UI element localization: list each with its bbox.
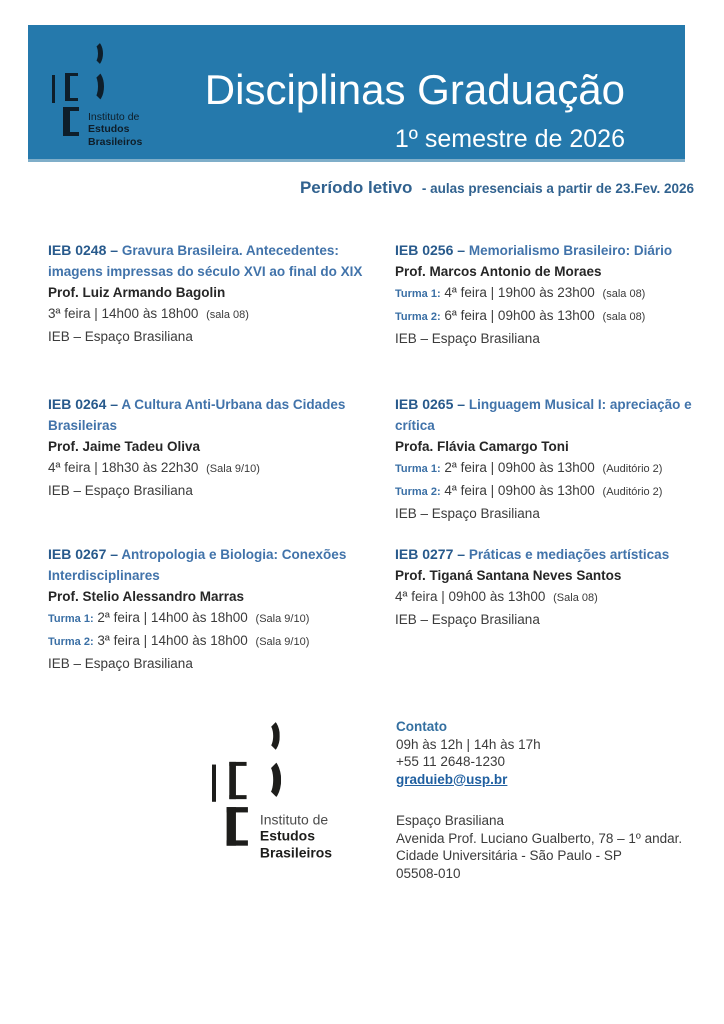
course-name: Linguagem Musical I: apreciação e crítica [395, 397, 692, 433]
professor-name: Prof. Jaime Tadeu Oliva [48, 439, 201, 454]
room-label: (sala 08) [602, 288, 646, 300]
course-name: Memorialismo Brasileiro: Diário [468, 243, 673, 258]
schedule-line [48, 607, 370, 630]
turma-label: Turma 2: [48, 636, 94, 648]
schedule-time: 2ª feira | 09h00 às 13h00 [444, 460, 595, 475]
course-location: IEB – Espaço Brasiliana [395, 331, 540, 346]
course-location: IEB – Espaço Brasiliana [48, 329, 193, 344]
room-label: (sala 08) [602, 311, 646, 323]
course-name: Antropologia e Biologia: Conexões Interdisciplinares [48, 547, 347, 583]
room-label: (Sala 9/10) [255, 613, 310, 625]
course-card-ieb-0248 [48, 240, 370, 347]
professor-name: Prof. Marcos Antonio de Moraes [395, 264, 602, 279]
period-label: Período letivo [299, 178, 413, 197]
logo-brace-bottom-icon [85, 70, 104, 103]
address-block [396, 812, 682, 882]
course-card-ieb-0264 [48, 394, 370, 501]
course-code: IEB 0264 – [48, 396, 119, 412]
course-title [395, 394, 717, 436]
ieb-logo-header [52, 40, 162, 152]
schedule-line [48, 303, 370, 326]
room-label: (Sala 08) [553, 592, 598, 604]
course-title [48, 544, 370, 586]
logo-bracket-large-icon [227, 807, 248, 846]
ieb-logo-footer [212, 718, 358, 867]
schedule-time: 4ª feira | 19h00 às 23h00 [444, 285, 595, 300]
turma-label: Turma 1: [395, 463, 441, 475]
schedule-line [395, 305, 717, 328]
logo-bar-icon [212, 765, 215, 802]
logo-bracket-icon [65, 73, 78, 101]
period-detail: - aulas presenciais a partir de 23.Fev. 2026 [421, 181, 694, 196]
address-line-name: Espaço Brasiliana [396, 813, 505, 828]
room-label: (Auditório 2) [602, 463, 663, 475]
logo-institution-name [88, 111, 142, 148]
course-title [48, 394, 370, 436]
address-line-zip: 05508-010 [396, 865, 461, 881]
course-card-ieb-0277 [395, 544, 717, 630]
logo-line-estudos: Estudos [88, 123, 130, 136]
schedule-line [48, 630, 370, 653]
course-card-ieb-0267 [48, 544, 370, 674]
schedule-line [48, 457, 370, 480]
contact-email-link[interactable]: graduieb@usp.br [396, 771, 508, 787]
logo-bar-icon [52, 75, 55, 103]
contact-heading: Contato [396, 719, 447, 734]
contact-hours: 09h às 12h | 14h às 17h [396, 736, 541, 752]
contact-email [396, 771, 541, 789]
schedule-line [395, 480, 717, 503]
schedule-line [395, 282, 717, 305]
course-location: IEB – Espaço Brasiliana [395, 612, 540, 627]
course-card-ieb-0256 [395, 240, 717, 349]
course-code: IEB 0248 – [48, 242, 119, 258]
course-code: IEB 0267 – [48, 546, 119, 562]
address-line-street: Avenida Prof. Luciano Gualberto, 78 – 1º andar. [396, 830, 683, 846]
logo-line-instituto: Instituto de [259, 812, 329, 829]
turma-label: Turma 2: [395, 311, 441, 323]
logo-brace-top-icon [86, 40, 103, 67]
turma-label: Turma 2: [395, 486, 441, 498]
course-title [48, 240, 370, 282]
course-code: IEB 0256 – [395, 242, 466, 258]
schedule-time: 4ª feira | 09h00 às 13h00 [444, 483, 595, 498]
course-code: IEB 0265 – [395, 396, 466, 412]
logo-bracket-icon [229, 762, 246, 799]
logo-line-estudos: Estudos [259, 828, 315, 845]
professor-name: Prof. Stelio Alessandro Marras [48, 589, 245, 604]
course-code: IEB 0277 – [395, 546, 466, 562]
logo-brace-top-icon [257, 718, 280, 754]
course-name: Gravura Brasileira. Antecedentes: imagens impressas do século XVI ao final do XIX [48, 243, 363, 279]
professor-name: Prof. Tiganá Santana Neves Santos [395, 568, 622, 583]
turma-label: Turma 1: [48, 613, 94, 625]
schedule-time: 3ª feira | 14h00 às 18h00 [48, 306, 199, 321]
schedule-time: 2ª feira | 14h00 às 18h00 [97, 610, 248, 625]
schedule-time: 6ª feira | 09h00 às 13h00 [444, 308, 595, 323]
course-title [395, 240, 717, 261]
logo-line-instituto: Instituto de [88, 111, 140, 123]
room-label: (sala 08) [206, 309, 249, 321]
schedule-line [395, 586, 717, 609]
schedule-time: 4ª feira | 09h00 às 13h00 [395, 589, 546, 604]
semester-subtitle: 1º semestre de 2026 [394, 125, 625, 153]
course-location: IEB – Espaço Brasiliana [48, 656, 193, 671]
course-card-ieb-0265 [395, 394, 717, 524]
address-line-city: Cidade Universitária - São Paulo - SP [396, 848, 622, 863]
professor-name: Profa. Flávia Camargo Toni [395, 439, 569, 454]
room-label: (Sala 9/10) [255, 636, 310, 648]
logo-line-brasileiros: Brasileiros [259, 845, 333, 862]
page-title: Disciplinas Graduação [204, 66, 625, 113]
professor-name: Prof. Luiz Armando Bagolin [48, 285, 226, 300]
contact-block [396, 718, 541, 788]
logo-brace-bottom-icon [256, 758, 281, 802]
contact-phone: +55 11 2648-1230 [396, 754, 505, 769]
course-name: A Cultura Anti-Urbana das Cidades Brasileiras [48, 397, 346, 433]
course-location: IEB – Espaço Brasiliana [48, 483, 193, 498]
schedule-time: 4ª feira | 18h30 às 22h30 [48, 460, 199, 475]
logo-line-brasileiros: Brasileiros [88, 135, 143, 148]
room-label: (Sala 9/10) [206, 463, 260, 475]
room-label: (Auditório 2) [602, 486, 663, 498]
course-title [395, 544, 717, 565]
logo-institution-name [260, 812, 332, 861]
schedule-line [395, 457, 717, 480]
period-info [300, 178, 694, 198]
logo-bracket-large-icon [63, 107, 79, 136]
course-name: Práticas e mediações artísticas [468, 547, 670, 562]
schedule-time: 3ª feira | 14h00 às 18h00 [97, 633, 248, 648]
course-location: IEB – Espaço Brasiliana [395, 506, 540, 521]
turma-label: Turma 1: [395, 288, 441, 300]
